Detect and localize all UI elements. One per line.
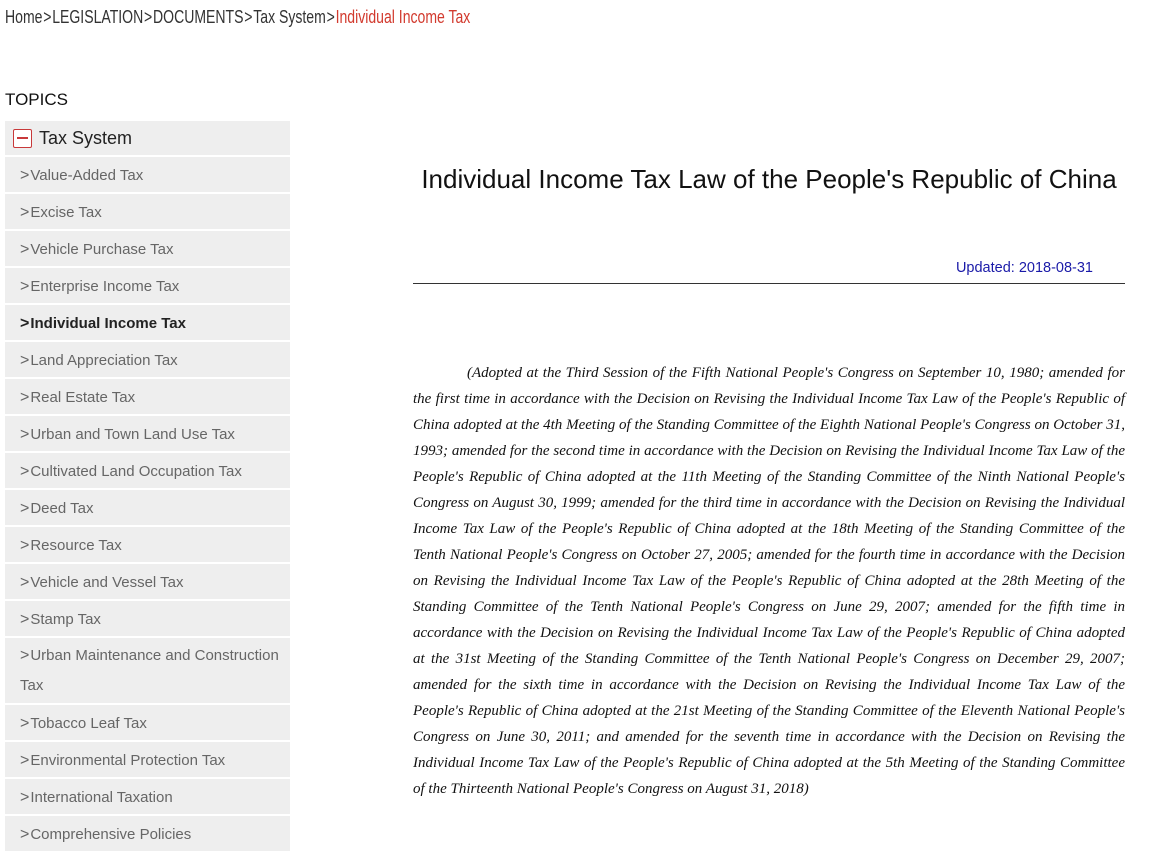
sidebar-item-individual-income-tax[interactable] — [5, 305, 290, 342]
chevron-right-icon: > — [20, 611, 30, 628]
sidebar-item-label: Deed Tax — [30, 500, 94, 517]
sidebar-item-international-taxation[interactable] — [5, 779, 290, 816]
sidebar-item-label: Environmental Protection Tax — [30, 752, 226, 769]
chevron-right-icon: > — [20, 715, 30, 732]
sidebar-item-label: Urban and Town Land Use Tax — [30, 426, 235, 443]
breadcrumb-separator: > — [43, 7, 52, 27]
sidebar-item-land-appreciation-tax[interactable] — [5, 342, 290, 379]
sidebar-group-label: Tax System — [39, 127, 133, 148]
sidebar-item-stamp-tax[interactable] — [5, 601, 290, 638]
sidebar-item-tobacco-leaf-tax[interactable] — [5, 705, 290, 742]
breadcrumb-current: Individual Income Tax — [335, 7, 471, 27]
sidebar-item-resource-tax[interactable] — [5, 527, 290, 564]
chevron-right-icon: > — [20, 204, 30, 221]
page-title: Individual Income Tax Law of the People's Republic of China — [421, 164, 1117, 194]
breadcrumb-separator: > — [144, 7, 153, 27]
sidebar-item-label: International Taxation — [30, 789, 173, 806]
sidebar-item-label: Excise Tax — [30, 204, 102, 221]
breadcrumb-home-link[interactable]: Home — [5, 7, 43, 27]
sidebar-item-label: Enterprise Income Tax — [30, 278, 180, 295]
law-preamble: (Adopted at the Third Session of the Fifth National People's Congress on September 10, 1980; amended for the first time in accordance with the Decision on Revising the Individual Income Tax Law of the People's Republic of China adopted at the 4th Meeting of the Standing Committee of the Eighth National People's Congress on October 31, 1993; amended for the second time in accordance with the Decision on Revising the Individual Income Tax Law of the People's Republic of China adopted at the 11th Meeting of the Standing Committee of the Ninth National People's Congress on August 30, 1999; amended for the third time in accordance with the Decision on Revising the Individual Income Tax Law of the People's Republic of China adopted at the 18th Meeting of the Standing Committee of the Tenth National People's Congress on October 27, 2005; amended for the fourth time in accordance with the Decision on Revising the Individual Income Tax Law of the People's Republic of China adopted at the 28th Meeting of the Standing Committee of the Tenth National People's Congress on June 29, 2007; amended for the fifth time in accordance with the Decision on Revising the Individual Income Tax Law of the People's Republic of China adopted at the 31st Meeting of the Standing Committee of the Tenth National People's Congress on December 29, 2007; amended for the sixth time in accordance with the Decision on Revising the Individual Income Tax Law of the People's Republic of China adopted at the 21st Meeting of the Standing Committee of the Eleventh National People's Congress on June 30, 2011; and amended for the seventh time in accordance with the Decision on Revising the Individual Income Tax Law of the People's Republic of China adopted at the 5th Meeting of the Standing Committee of the Thirteenth National People's Congress on August 31, 2018) — [413, 365, 1125, 797]
sidebar-item-label: Vehicle Purchase Tax — [30, 241, 174, 258]
title-divider — [413, 283, 1125, 284]
chevron-right-icon: > — [20, 647, 30, 664]
chevron-right-icon: > — [20, 463, 30, 480]
chevron-right-icon: > — [20, 789, 30, 806]
sidebar-item-deed-tax[interactable] — [5, 490, 290, 527]
sidebar-group-tax-system[interactable] — [5, 121, 290, 157]
sidebar-item-label: Resource Tax — [30, 537, 122, 554]
collapse-icon[interactable] — [13, 129, 32, 148]
sidebar-items — [5, 157, 290, 853]
sidebar-item-vehicle-and-vessel-tax[interactable] — [5, 564, 290, 601]
breadcrumb-documents-link[interactable]: DOCUMENTS — [153, 7, 244, 27]
sidebar-item-label: Comprehensive Policies — [30, 826, 192, 843]
chevron-right-icon: > — [20, 315, 30, 332]
updated-date: Updated: 2018-08-31 — [955, 260, 1093, 276]
sidebar-item-label: Urban Maintenance and Construction Tax — [20, 647, 279, 694]
sidebar-item-label: Stamp Tax — [30, 611, 101, 628]
sidebar-item-value-added-tax[interactable] — [5, 157, 290, 194]
chevron-right-icon: > — [20, 426, 30, 443]
breadcrumb-separator: > — [326, 7, 335, 27]
sidebar-item-label: Cultivated Land Occupation Tax — [30, 463, 242, 480]
sidebar-item-real-estate-tax[interactable] — [5, 379, 290, 416]
sidebar-item-cultivated-land-occupation-tax[interactable] — [5, 453, 290, 490]
sidebar-item-environmental-protection-tax[interactable] — [5, 742, 290, 779]
sidebar-item-urban-and-town-land-use-tax[interactable] — [5, 416, 290, 453]
breadcrumb-legislation-link[interactable]: LEGISLATION — [52, 7, 144, 27]
chevron-right-icon: > — [20, 352, 30, 369]
chevron-right-icon: > — [20, 537, 30, 554]
sidebar — [5, 121, 290, 853]
sidebar-item-urban-maintenance-and-construction-tax[interactable] — [5, 638, 290, 705]
topics-heading: TOPICS — [5, 90, 68, 109]
chevron-right-icon: > — [20, 500, 30, 517]
chevron-right-icon: > — [20, 241, 30, 258]
chevron-right-icon: > — [20, 167, 30, 184]
breadcrumb-separator: > — [244, 7, 253, 27]
chevron-right-icon: > — [20, 574, 30, 591]
sidebar-item-enterprise-income-tax[interactable] — [5, 268, 290, 305]
sidebar-item-label: Real Estate Tax — [30, 389, 136, 406]
sidebar-item-label: Individual Income Tax — [30, 315, 186, 332]
sidebar-item-label: Vehicle and Vessel Tax — [30, 574, 184, 591]
sidebar-item-comprehensive-policies[interactable] — [5, 816, 290, 853]
sidebar-item-label: Land Appreciation Tax — [30, 352, 178, 369]
chevron-right-icon: > — [20, 826, 30, 843]
chevron-right-icon: > — [20, 278, 30, 295]
sidebar-item-label: Tobacco Leaf Tax — [30, 715, 147, 732]
chevron-right-icon: > — [20, 752, 30, 769]
chevron-right-icon: > — [20, 389, 30, 406]
sidebar-item-vehicle-purchase-tax[interactable] — [5, 231, 290, 268]
breadcrumb — [5, 7, 470, 31]
breadcrumb-tax-system-link[interactable]: Tax System — [253, 7, 326, 27]
sidebar-item-label: Value-Added Tax — [30, 167, 144, 184]
sidebar-item-excise-tax[interactable] — [5, 194, 290, 231]
